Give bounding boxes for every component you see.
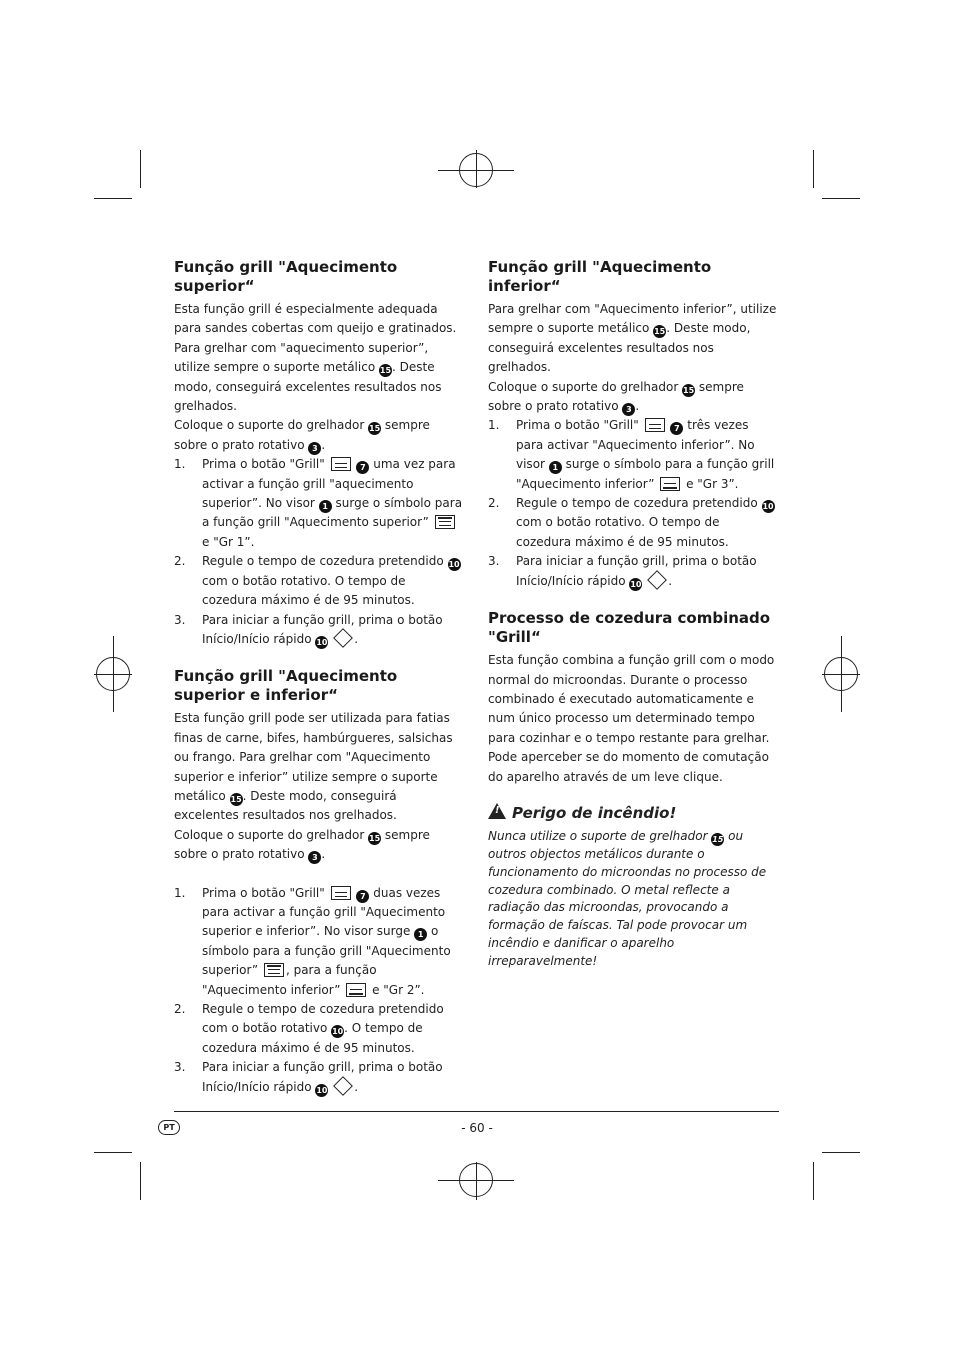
list-item: 3. Para iniciar a função grill, prima o botão Início/Início rápido 10 . [174, 612, 443, 647]
part-number-badge: 10 [316, 1085, 328, 1095]
part-number-badge: 15 [230, 794, 242, 804]
start-icon [333, 628, 353, 648]
page-number: - 60 - [461, 1121, 493, 1135]
left-column [174, 258, 464, 1097]
section-grill-bottom-heat [488, 258, 778, 591]
part-number-badge: 7 [356, 461, 369, 474]
list-item: 3. Para iniciar a função grill, prima o botão Início/Início rápido 10 . [488, 554, 757, 589]
list-item: 1. Prima o botão "Grill" 7 três vezes para activar "Aquecimento inferior”. No visor 1 surge o símbolo para a função grill "Aquecimento inferior” e "Gr 3”. [488, 418, 775, 491]
bottom-heat-icon [346, 983, 366, 997]
list-item: 2. Regule o tempo de cozedura pretendido 10 com o botão rotativo. O tempo de cozedura máximo é de 95 minutos. [174, 554, 460, 608]
placement-paragraph: Coloque o suporte do grelhador 15 sempre sobre o prato rotativo 3 . [174, 418, 430, 453]
section-title: Função grill "Aquecimento superior“ [174, 258, 398, 295]
section-title: Função grill "Aquecimento inferior“ [488, 258, 712, 295]
part-number-badge: 15 [369, 424, 381, 434]
part-number-badge: 3 [622, 403, 635, 416]
crop-mark [140, 150, 141, 188]
part-number-badge: 10 [630, 579, 642, 589]
part-number-badge: 15 [369, 833, 381, 843]
crop-mark [94, 1152, 132, 1153]
crop-mark [813, 1162, 814, 1200]
warning-title: !Perigo de incêndio! [488, 803, 778, 822]
grill-icon [645, 418, 665, 432]
section-grill-top-bottom-heat [174, 667, 464, 1097]
fire-warning [488, 803, 778, 971]
right-column [488, 258, 778, 971]
warning-icon [488, 803, 506, 819]
section-combined-grill [488, 609, 778, 787]
bottom-heat-icon [660, 477, 680, 491]
intro-paragraph: Esta função grill é especialmente adequada para sandes cobertas com queijo e gratinados. Para grelhar com "aquecimento superior”, utilize sempre o suporte metálico 15. Deste modo, conseguirá excelentes resultados nos grelhados. [174, 302, 457, 414]
list-item: 3. Para iniciar a função grill, prima o botão Início/Início rápido 10 . [174, 1060, 443, 1095]
placement-paragraph: Coloque o suporte do grelhador 15 sempre sobre o prato rotativo 3 . [174, 827, 430, 863]
part-number-badge: 15 [712, 834, 724, 844]
part-number-badge: 1 [319, 500, 332, 513]
intro-paragraph: Esta função grill pode ser utilizada para fatias finas de carne, bifes, hambúrgueres, salsichas ou frango. Para grelhar com "Aquecimento superior e inferior” utilize sempre o suporte metálico 15. Deste modo, conseguirá excelentes resultados nos grelhados. [174, 711, 453, 823]
part-number-badge: 1 [549, 461, 562, 474]
part-number-badge: 1 [414, 928, 427, 941]
placement-paragraph: Coloque o suporte do grelhador 15 sempre sobre o prato rotativo 3 . [488, 379, 744, 415]
part-number-badge: 15 [683, 385, 695, 395]
language-badge: PT [158, 1120, 180, 1135]
intro-paragraph: Para grelhar com "Aquecimento inferior”, utilize sempre o suporte metálico 15. Deste modo, conseguirá excelentes resultados nos grelhados. [488, 302, 777, 375]
crop-mark [822, 198, 860, 199]
part-number-badge: 3 [308, 442, 321, 455]
part-number-badge: 15 [379, 366, 392, 376]
list-item: 2. Regule o tempo de cozedura pretendido com o botão rotativo 10. O tempo de cozedura máximo é de 95 minutos. [174, 1002, 444, 1055]
steps-list [174, 884, 464, 1097]
part-number-badge: 10 [316, 637, 328, 647]
list-item: 1. Prima o botão "Grill" 7 uma vez para activar a função grill "aquecimento superior”. No visor 1 surge o símbolo para a função grill "Aquecimento superior” e "Gr 1”. [174, 457, 463, 549]
start-icon [647, 570, 667, 590]
start-icon [333, 1076, 353, 1096]
grill-icon [331, 886, 351, 900]
list-item: 2. Regule o tempo de cozedura pretendido 10 com o botão rotativo. O tempo de cozedura máximo é de 95 minutos. [488, 496, 774, 549]
part-number-badge: 15 [654, 327, 666, 337]
grill-icon [331, 457, 351, 471]
crop-mark [822, 1152, 860, 1153]
part-number-badge: 7 [356, 890, 369, 903]
part-number-badge: 10 [332, 1027, 344, 1037]
part-number-badge: 3 [308, 851, 321, 864]
top-heat-icon [264, 963, 284, 977]
crop-mark [94, 198, 132, 199]
top-heat-icon [435, 515, 455, 529]
part-number-badge: 10 [448, 560, 460, 570]
crop-mark [140, 1162, 141, 1200]
list-item: 1. Prima o botão "Grill" 7 duas vezes para activar a função grill "Aquecimento superior e inferior”. No visor surge 1 o símbolo para a função grill "Aquecimento superior” , para a função "Aquecimento inferior” e "Gr 2”. [174, 885, 451, 997]
footer-divider [174, 1111, 779, 1112]
steps-list [174, 455, 464, 649]
section-grill-top-heat [174, 258, 464, 649]
crop-mark [813, 150, 814, 188]
section-title: Processo de cozedura combinado "Grill“ [488, 609, 771, 647]
part-number-badge: 10 [762, 502, 774, 512]
warning-text: Nunca utilize o suporte de grelhador 15 ou outros objectos metálicos durante o funcionamento do microondas no processo de cozedura combinado. O metal reflecte a radiação das microondas, provocando a formação de faíscas. Tal pode provocar um incêndio e danificar o aparelho irreparavelmente! [488, 828, 767, 968]
intro-paragraph: Esta função combina a função grill com o modo normal do microondas. Durante o processo combinado é executado automaticamente e num único processo um determinado tempo para cozinhar e o tempo restante para grelhar. Pode aperceber se do momento de comutação do aparelho através de um leve clique. [488, 653, 775, 784]
section-title: Função grill "Aquecimento superior e inferior“ [174, 667, 398, 705]
part-number-badge: 7 [670, 422, 683, 435]
steps-list [488, 416, 778, 591]
